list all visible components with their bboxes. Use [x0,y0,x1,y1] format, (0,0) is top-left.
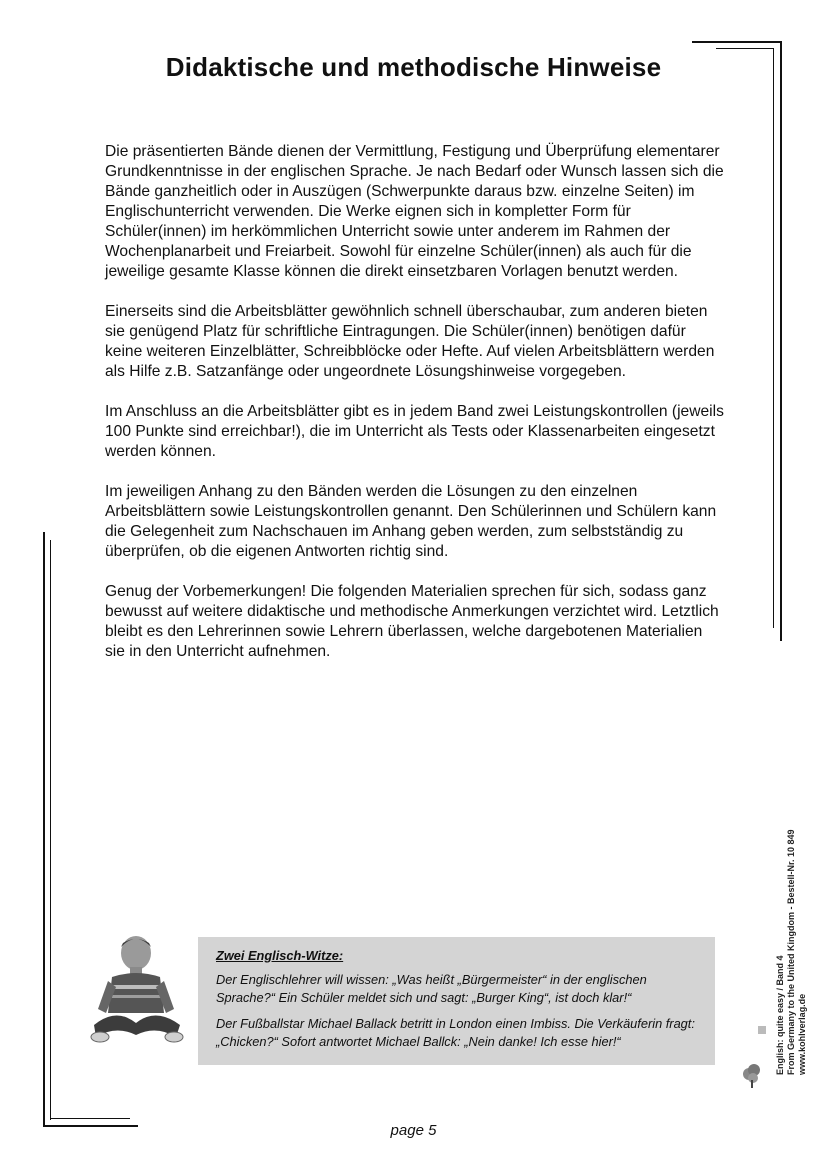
joke-item: Der Englischlehrer will wissen: „Was heißt „Bürgermeister“ in der englischen Sprache?“ Ein Schüler meldet sich und sagt: „Burger King“, ist doch klar!“ [216,972,647,1005]
jokes-box [198,937,715,1065]
paragraph: Genug der Vorbemerkungen! Die folgenden Materialien sprechen für sich, sodass ganz bewusst auf weitere didaktische und methodische Anmerkungen verzichtet wird. Letztlich bleibt es den Lehrerinnen sowie Lehrern überlassen, welche dargebotenen Materialien sie in den Unterricht aufnehmen. [105,583,719,660]
imprint-website: www.kohlverlag.de [797,993,807,1075]
jokes-title: Zwei Englisch-Witze: [216,948,344,963]
page-title: Didaktische und methodische Hinweise [165,52,662,82]
side-imprint [775,829,808,1075]
frame-bottom-line-inner [50,1118,130,1119]
paragraph: Einerseits sind die Arbeitsblätter gewöhnlich schnell überschaubar, zum anderen bieten sie genügend Platz für schriftliche Eintragungen. Die Schüler(innen) benötigen dafür keine weiteren Einzelblätter, Schreibblöcke oder Hefte. Auf vielen Arbeitsblättern werden als Hilfe z.B. Satzanfänge oder ungeordnete Lösungshinweise vorgegeben. [105,303,715,380]
frame-top-line-inner [716,48,774,49]
paragraph: Im jeweiligen Anhang zu den Bänden werden die Lösungen zu den einzelnen Arbeitsblättern sowie Leistungskontrollen genannt. Den Schülerinnen und Schülern kann die Gelegenheit zum Nachschauen im Anhang geben werden, zum selbstständig zu überprüfen, ob die eigenen Antworten richtig sind. [105,483,717,560]
imprint-subtitle: From Germany to the United Kingdom - Bestell-Nr. 10 849 [786,829,796,1075]
frame-left-line-inner [50,540,51,1120]
paragraph: Im Anschluss an die Arbeitsblätter gibt es in jedem Band zwei Leistungskontrollen (jeweils 100 Punkte sind erreichbar!), die im Unterricht als Tests oder Klassenarbeiten eingesetzt werden können. [105,403,724,460]
joke-item: Der Fußballstar Michael Ballack betritt in London einen Imbiss. Die Verkäuferin fragt: „Chicken?“ Sofort antwortet Michael Ballck: „Nein danke! Ich esse hier!“ [216,1016,695,1049]
imprint-series: English: quite easy / Band 4 [775,955,785,1075]
frame-left-line-outer [43,532,45,1127]
body-text [105,142,725,682]
boy-illustration [86,925,186,1050]
frame-right-line-outer [780,41,782,641]
publisher-logo-icon [740,1022,770,1090]
page-number: page 5 [390,1122,437,1139]
frame-right-line-inner [773,48,774,628]
paragraph: Die präsentierten Bände dienen der Vermittlung, Festigung und Überprüfung elementarer Grundkenntnisse in der englischen Sprache. Je nach Bedarf oder Wunsch lassen sich die Bände ganzheitlich oder in Auszügen (Schwerpunkte daraus bzw. einzelne Seiten) im Englischunterricht verwenden. Die Werke eignen sich in kompletter Form für Schüler(innen) im herkömmlichen Unterricht sowie unter anderem im Rahmen der Wochenplanarbeit und Freiarbeit. Sowohl für einzelne Schüler(innen) als auch für die jeweilige gesamte Klasse können die direkt einsetzbaren Vorlagen benutzt werden. [105,143,724,280]
jokes-content [216,947,706,1059]
frame-top-line-outer [692,41,782,43]
